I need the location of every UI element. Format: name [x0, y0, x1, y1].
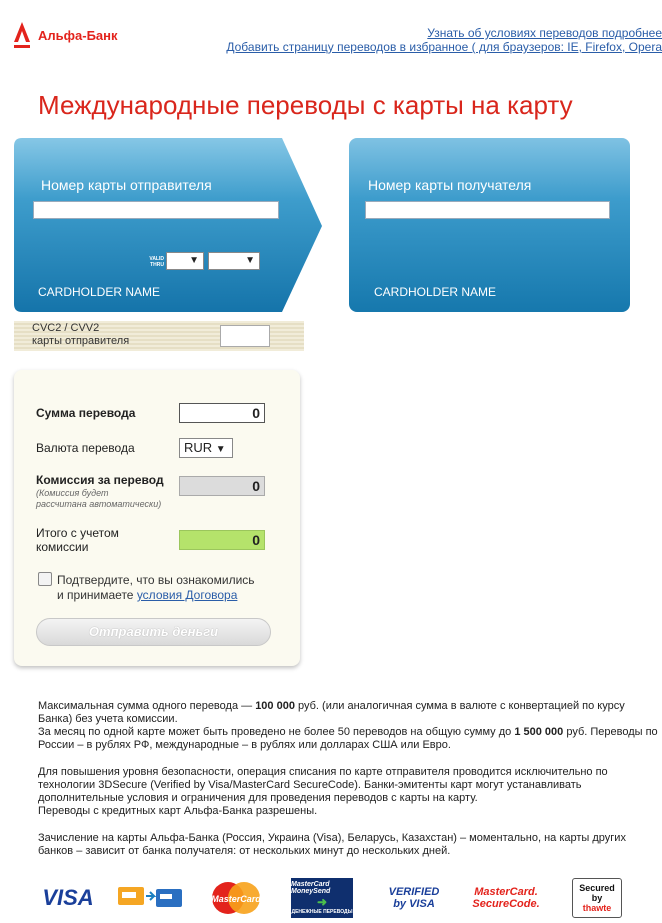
thawte-logo [572, 878, 622, 918]
dropdown-arrow-icon: ▼ [215, 444, 226, 455]
info-p3: Для повышения уровня безопасности, операция списания по карте отправителя проводится исключительно по технологии 3DSecure (Verified by Visa/MasterCard SecureCode). Банки-эмитенты карт могут устанавливать дополнительные условия и ограничения для проведения переводов с карты на карту. [38, 766, 608, 804]
info-block-3 [38, 832, 658, 858]
commission-hint-line2: рассчитана автоматически) [36, 499, 162, 509]
commission-hint [36, 488, 161, 510]
info-block-1 [38, 700, 658, 752]
info-p1-a: Максимальная сумма одного перевода — [38, 700, 256, 712]
info-p1-bold: 100 000 [255, 700, 295, 712]
moneysend-logo [291, 878, 353, 918]
info-p2-a: За месяц по одной карте может быть проведено не более 50 переводов на общую сумму до [38, 726, 515, 738]
thawte-line2: by [591, 893, 603, 903]
commission-hint-line1: (Комиссия будет [36, 488, 109, 498]
info-p2-c: руб. Переводы по России – в рублях РФ, международные – в рублях или долларах США или Евро. [38, 726, 658, 751]
total-field: 0 [179, 530, 265, 550]
moneysend-top: MasterCard MoneySend [291, 881, 331, 895]
thawte-line1: Secured [579, 883, 615, 893]
sender-card-number-input[interactable] [33, 201, 279, 219]
amount-label: Сумма перевода [36, 406, 136, 420]
amount-input[interactable]: 0 [179, 403, 265, 423]
currency-select[interactable] [179, 438, 233, 458]
info-p5: Зачисление на карты Альфа-Банка (Россия, Украина (Visa), Беларусь, Казахстан) – моментально, на карты других банков – зависит от банка получателя: от нескольких минут до нескольких дней. [38, 832, 626, 857]
info-p2 [38, 726, 658, 752]
mastercard-logo [208, 878, 264, 918]
cvc-input[interactable] [220, 325, 270, 347]
cvc-label-line2: карты отправителя [32, 335, 130, 347]
cvc-label [32, 322, 129, 348]
total-label-line2: комиссии [36, 540, 89, 554]
securecode-line2: SecureCode. [472, 898, 540, 910]
sender-card-label: Номер карты отправителя [41, 177, 212, 193]
agree-checkbox[interactable] [38, 572, 52, 586]
recipient-cardholder-name: CARDHOLDER NAME [374, 285, 497, 299]
contract-terms-link[interactable]: условия Договора [136, 588, 238, 602]
sender-cardholder-name: CARDHOLDER NAME [38, 285, 161, 299]
visa-logo: VISA [42, 885, 94, 910]
currency-label: Валюта перевода [36, 441, 135, 455]
recipient-card-number-input[interactable] [365, 201, 610, 219]
alfa-bank-logo[interactable] [12, 20, 118, 50]
cvc-label-line1: CVC2 / CVV2 [32, 322, 100, 334]
terms-link[interactable]: Узнать об условиях переводов подробнее [427, 26, 662, 40]
confirm-line1: Подтвердите, что вы ознакомились [57, 573, 255, 587]
payment-logos [38, 878, 658, 918]
confirm-text [57, 573, 255, 603]
confirm-line2 [57, 588, 255, 603]
commission-label: Комиссия за перевод [36, 473, 164, 487]
send-money-button[interactable]: Отправить деньги [36, 618, 271, 646]
moneysend-bottom: ДЕНЕЖНЫЕ ПЕРЕВОДЫ [291, 909, 353, 915]
top-links [226, 26, 662, 54]
valid-thru-label: VALID THRU [149, 256, 164, 268]
commission-field: 0 [179, 476, 265, 496]
verified-line1: VERIFIED [388, 886, 440, 898]
info-p1-c: руб. (или аналогичная сумма в валюте с конвертацией по курсу Банка) без учета комиссии. [38, 700, 625, 725]
currency-value: RUR [184, 440, 213, 455]
verified-line2: by VISA [393, 898, 435, 910]
info-block-2 [38, 766, 658, 818]
alfa-logo-icon [12, 20, 32, 50]
expiry-month-select[interactable]: ▼ [166, 252, 204, 270]
info-p4: Переводы с кредитных карт Альфа-Банка разрешены. [38, 805, 318, 817]
card-transfer-icon [116, 878, 184, 918]
confirm-prefix: и принимаете [57, 588, 137, 602]
info-p2-bold: 1 500 000 [514, 726, 564, 738]
mastercard-text: MasterCard [211, 894, 261, 904]
bookmark-link[interactable]: Добавить страницу переводов в избранное ( для браузеров: IE, Firefox, Opera [226, 40, 662, 54]
logo-text: Альфа-Банк [38, 27, 118, 43]
thawte-line3: thawte [582, 903, 612, 913]
arrow-icon: ➜ [316, 895, 328, 909]
securecode-line1: MasterCard. [474, 886, 538, 898]
page-title: Международные переводы с карты на карту [38, 90, 573, 120]
recipient-card-label: Номер карты получателя [368, 177, 532, 193]
verified-by-visa-logo [383, 878, 445, 918]
expiry-year-select[interactable]: ▼ [208, 252, 260, 270]
total-label [36, 526, 119, 554]
securecode-logo [470, 878, 542, 918]
info-p1 [38, 700, 658, 726]
total-label-line1: Итого с учетом [36, 526, 119, 540]
